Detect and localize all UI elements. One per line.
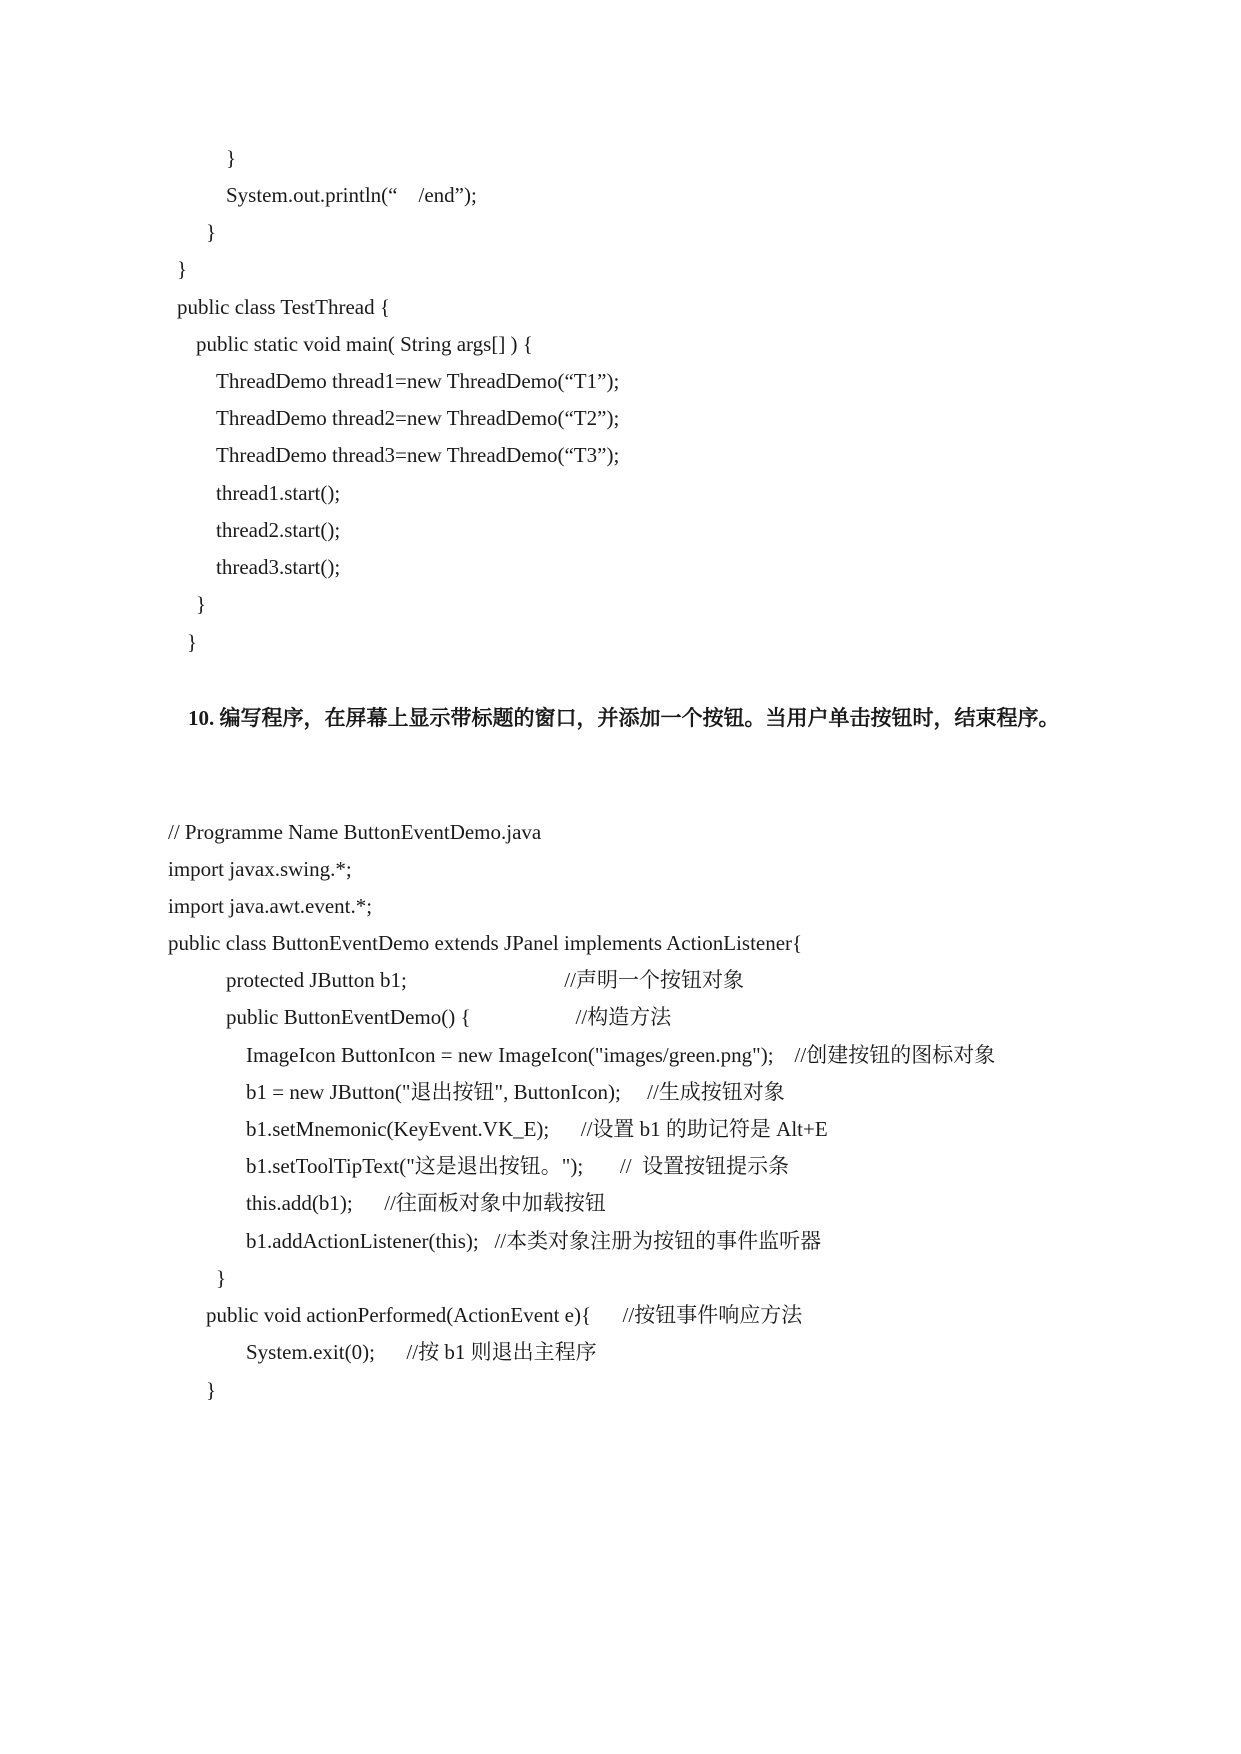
code-line: public void actionPerformed(ActionEvent e){ //按钮事件响应方法 — [206, 1303, 803, 1327]
code-line: ThreadDemo thread2=new ThreadDemo(“T2”); — [216, 406, 620, 430]
code-line: this.add(b1); //往面板对象中加载按钮 — [246, 1191, 606, 1215]
code-line: thread1.start(); — [216, 481, 341, 505]
code-line: b1.setMnemonic(KeyEvent.VK_E); //设置 b1 的助记符是 Alt+E — [246, 1117, 828, 1141]
code-line: thread2.start(); — [216, 518, 341, 542]
code-line: thread3.start(); — [216, 555, 341, 579]
code-line: ThreadDemo thread3=new ThreadDemo(“T3”); — [216, 443, 620, 467]
code-line: public class ButtonEventDemo extends JPanel implements ActionListener{ — [168, 931, 803, 955]
code-line: import javax.swing.*; — [168, 857, 352, 881]
question-heading: 10. 编写程序，在屏幕上显示带标题的窗口，并添加一个按钮。当用户单击按钮时，结束程序。 — [188, 706, 1060, 730]
code-line: protected JButton b1; //声明一个按钮对象 — [226, 968, 744, 992]
code-line: b1.addActionListener(this); //本类对象注册为按钮的事件监听器 — [246, 1229, 822, 1253]
code-line: ImageIcon ButtonIcon = new ImageIcon("images/green.png"); //创建按钮的图标对象 — [246, 1043, 996, 1067]
code-line: } — [187, 630, 198, 654]
code-line: } — [196, 592, 207, 616]
code-line: System.exit(0); //按 b1 则退出主程序 — [246, 1340, 597, 1364]
code-line: public static void main( String args[] ) { — [196, 332, 533, 356]
code-line: public ButtonEventDemo() { //构造方法 — [226, 1005, 672, 1029]
code-line: b1 = new JButton("退出按钮", ButtonIcon); //生成按钮对象 — [246, 1080, 785, 1104]
code-line: } — [206, 220, 217, 244]
code-line: } — [226, 146, 237, 170]
code-line: System.out.println(“ /end”); — [226, 183, 477, 207]
code-line: } — [206, 1378, 217, 1402]
code-line: b1.setToolTipText("这是退出按钮。"); // 设置按钮提示条 — [246, 1154, 790, 1178]
code-line: // Programme Name ButtonEventDemo.java — [168, 820, 542, 844]
code-line: } — [216, 1266, 227, 1290]
code-line: public class TestThread { — [177, 295, 390, 319]
code-line: import java.awt.event.*; — [168, 894, 373, 918]
code-line: } — [177, 257, 188, 281]
code-line: ThreadDemo thread1=new ThreadDemo(“T1”); — [216, 369, 620, 393]
